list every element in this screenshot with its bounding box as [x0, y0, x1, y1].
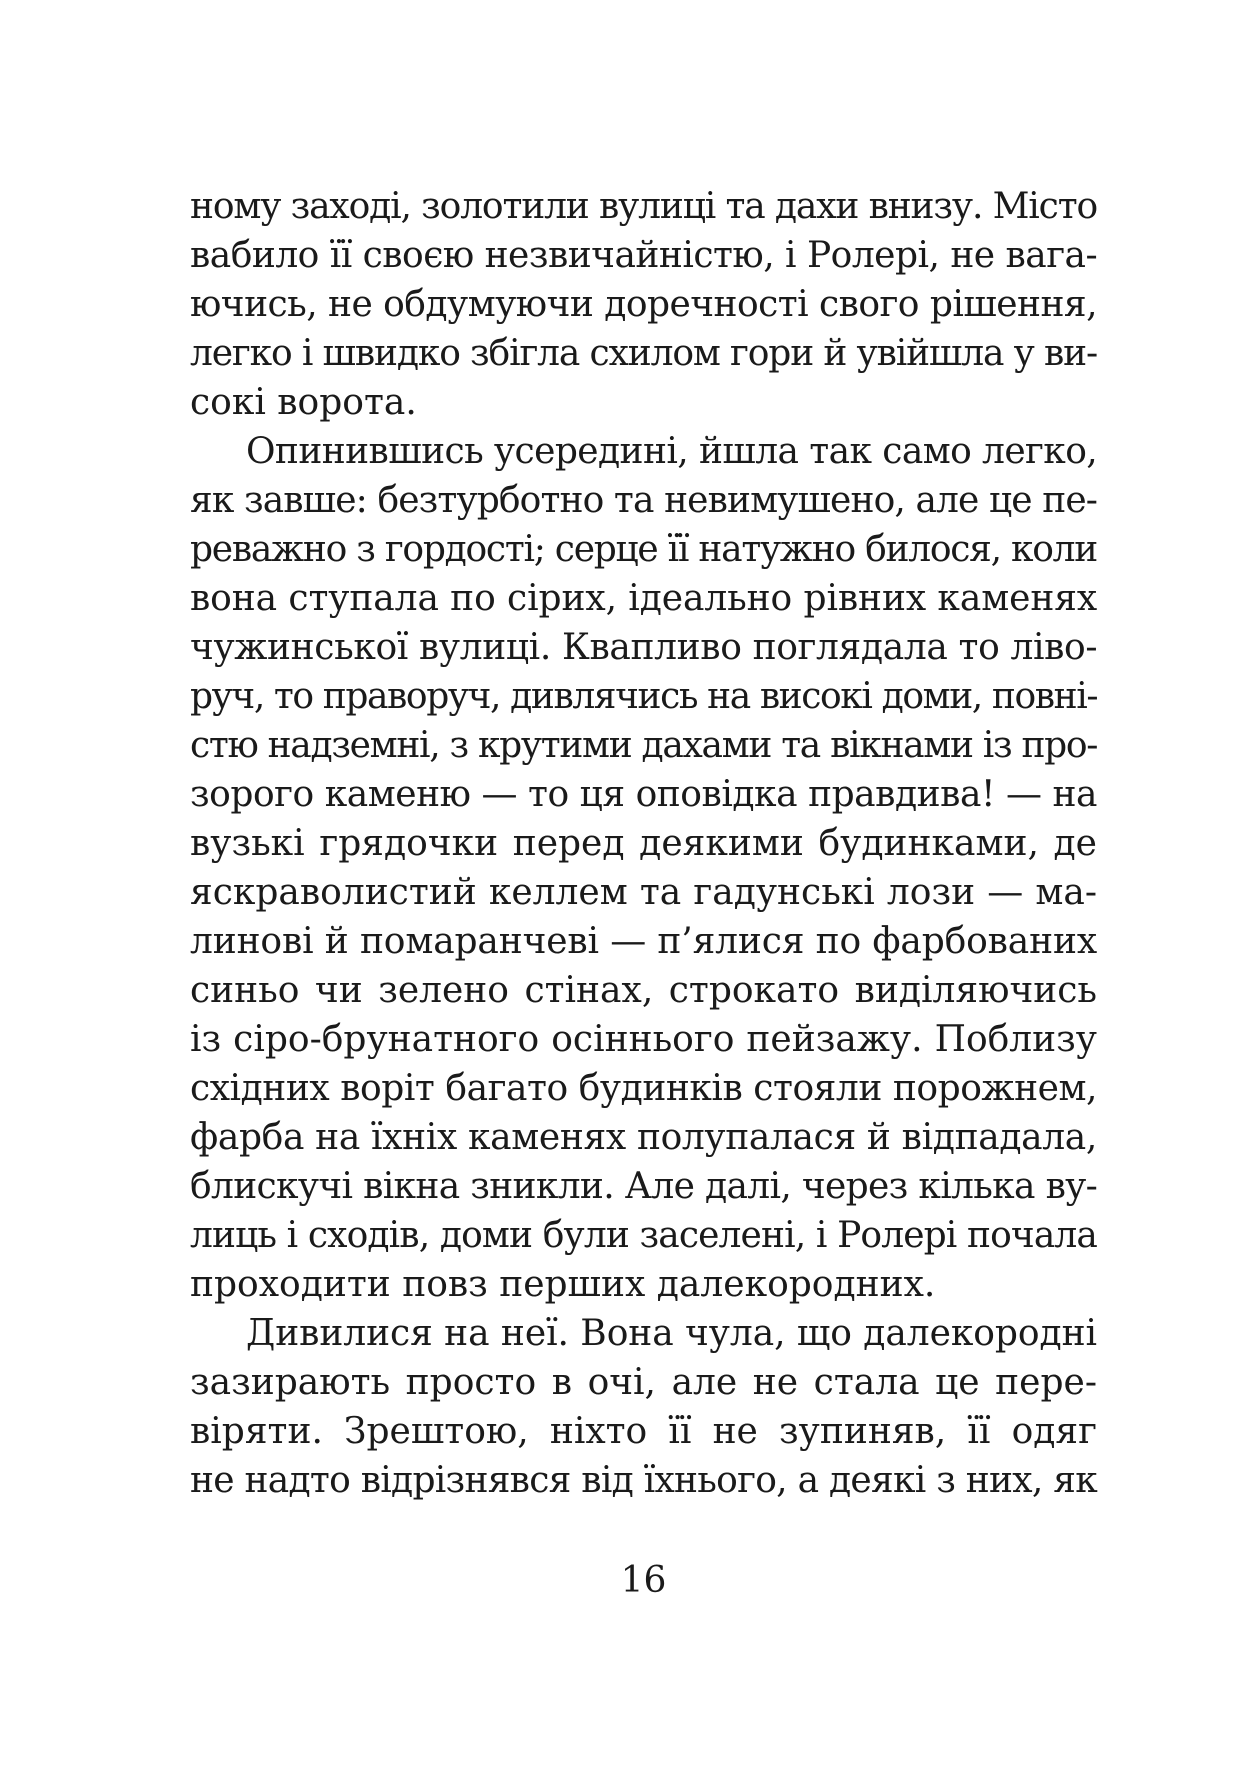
text-line: зорого каменю — то ця оповідка правдива! — на — [190, 774, 1097, 815]
text-line: яскраволистий келлем та гадунські лози — ма- — [190, 872, 1097, 913]
text-line: лиць і сходів, доми були заселені, і Ролері почала — [190, 1215, 1097, 1256]
text-line: синьо чи зелено стінах, строкато виділяючись — [190, 970, 1097, 1011]
text-line: вабило її своєю незвичайністю, і Ролері, не вага- — [190, 235, 1098, 276]
page-number: 16 — [620, 1560, 667, 1601]
paragraph-2 — [190, 427, 1097, 1309]
text-line: легко і швидко збігла схилом гори й увійшла у ви- — [190, 333, 1097, 374]
text-line: чужинської вулиці. Квапливо поглядала то ліво- — [190, 627, 1098, 668]
text-line: зазирають просто в очі, але не стала це пере- — [190, 1362, 1097, 1403]
text-line: фарба на їхніх каменях полупалася й відпадала, — [190, 1117, 1097, 1158]
text-line: із сіро-брунатного осіннього пейзажу. Поблизу — [190, 1019, 1097, 1060]
text-line: віряти. Зрештою, ніхто її не зупиняв, її одяг — [190, 1411, 1097, 1452]
paragraph-3 — [190, 1309, 1097, 1505]
text-line: проходити повз перших далекородних. — [190, 1264, 936, 1305]
text-line: сокі ворота. — [190, 382, 417, 423]
text-line: не надто відрізнявся від їхнього, а деякі з них, як — [190, 1460, 1097, 1501]
text-line: стю надземні, з крутими дахами та вікнами із про- — [190, 725, 1098, 766]
text-line: Дивилися на неї. Вона чула, що далекородні — [246, 1313, 1097, 1354]
text-line: руч, то праворуч, дивлячись на високі доми, повні- — [190, 676, 1098, 717]
text-line: як завше: безтурботно та невимушено, але це пе- — [190, 480, 1098, 521]
text-line: східних воріт багато будинків стояли порожнем, — [190, 1068, 1097, 1109]
text-line: линові й помаранчеві — п’ялися по фарбованих — [190, 921, 1097, 962]
text-line: вузькі грядочки перед деякими будинками, де — [190, 823, 1097, 864]
text-line: вона ступала по сірих, ідеально рівних каменях — [190, 578, 1098, 619]
text-line: ному заході, золотили вулиці та дахи внизу. Місто — [190, 186, 1097, 227]
text-line: блискучі вікна зникли. Але далі, через кілька ву- — [190, 1166, 1098, 1207]
text-line: Опинившись усередині, йшла так само легко, — [246, 431, 1098, 472]
text-line: реважно з гордості; серце її натужно билося, коли — [190, 529, 1097, 570]
paragraph-1 — [190, 182, 1097, 427]
body-text — [190, 182, 1097, 1505]
text-line: ючись, не обдумуючи доречності свого рішення, — [190, 284, 1097, 325]
